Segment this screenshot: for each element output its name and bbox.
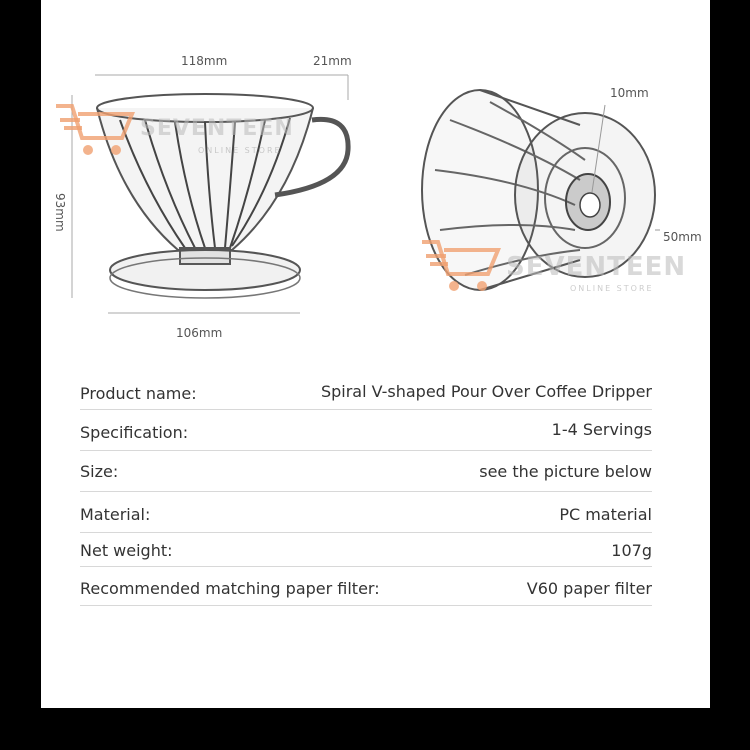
dim-base-width: 106mm bbox=[176, 326, 223, 340]
spec-value: 1-4 Servings bbox=[551, 420, 652, 439]
dim-handle: 21mm bbox=[313, 54, 352, 68]
watermark-tagline: ONLINE STORE bbox=[198, 146, 282, 155]
spec-row bbox=[80, 419, 652, 451]
watermark-brand: SEVENTEEN bbox=[506, 252, 687, 282]
spec-row bbox=[80, 539, 652, 567]
spec-label: Product name: bbox=[80, 384, 197, 403]
spec-row bbox=[80, 501, 652, 533]
spec-row bbox=[80, 460, 652, 492]
watermark-cart-icon bbox=[418, 234, 508, 296]
dim-hole: 10mm bbox=[610, 86, 649, 100]
spec-value: 107g bbox=[611, 541, 652, 560]
spec-value: Spiral V-shaped Pour Over Coffee Dripper bbox=[320, 382, 652, 401]
watermark-tagline: ONLINE STORE bbox=[570, 284, 654, 293]
dim-height: 93mm bbox=[53, 193, 67, 232]
spec-label: Net weight: bbox=[80, 541, 173, 560]
spec-value: PC material bbox=[559, 505, 652, 524]
spec-value: see the picture below bbox=[479, 462, 652, 481]
dim-base-inner: 50mm bbox=[663, 230, 702, 244]
spec-label: Recommended matching paper filter: bbox=[80, 579, 380, 598]
spec-label: Size: bbox=[80, 462, 119, 481]
watermark-cart-icon bbox=[52, 98, 142, 160]
spec-row bbox=[80, 380, 652, 410]
watermark-brand: SEVENTEEN bbox=[140, 116, 294, 141]
spec-row bbox=[80, 576, 652, 606]
dim-top-width: 118mm bbox=[181, 54, 228, 68]
spec-label: Specification: bbox=[80, 423, 189, 442]
spec-label: Material: bbox=[80, 505, 151, 524]
spec-value: V60 paper filter bbox=[526, 579, 652, 598]
